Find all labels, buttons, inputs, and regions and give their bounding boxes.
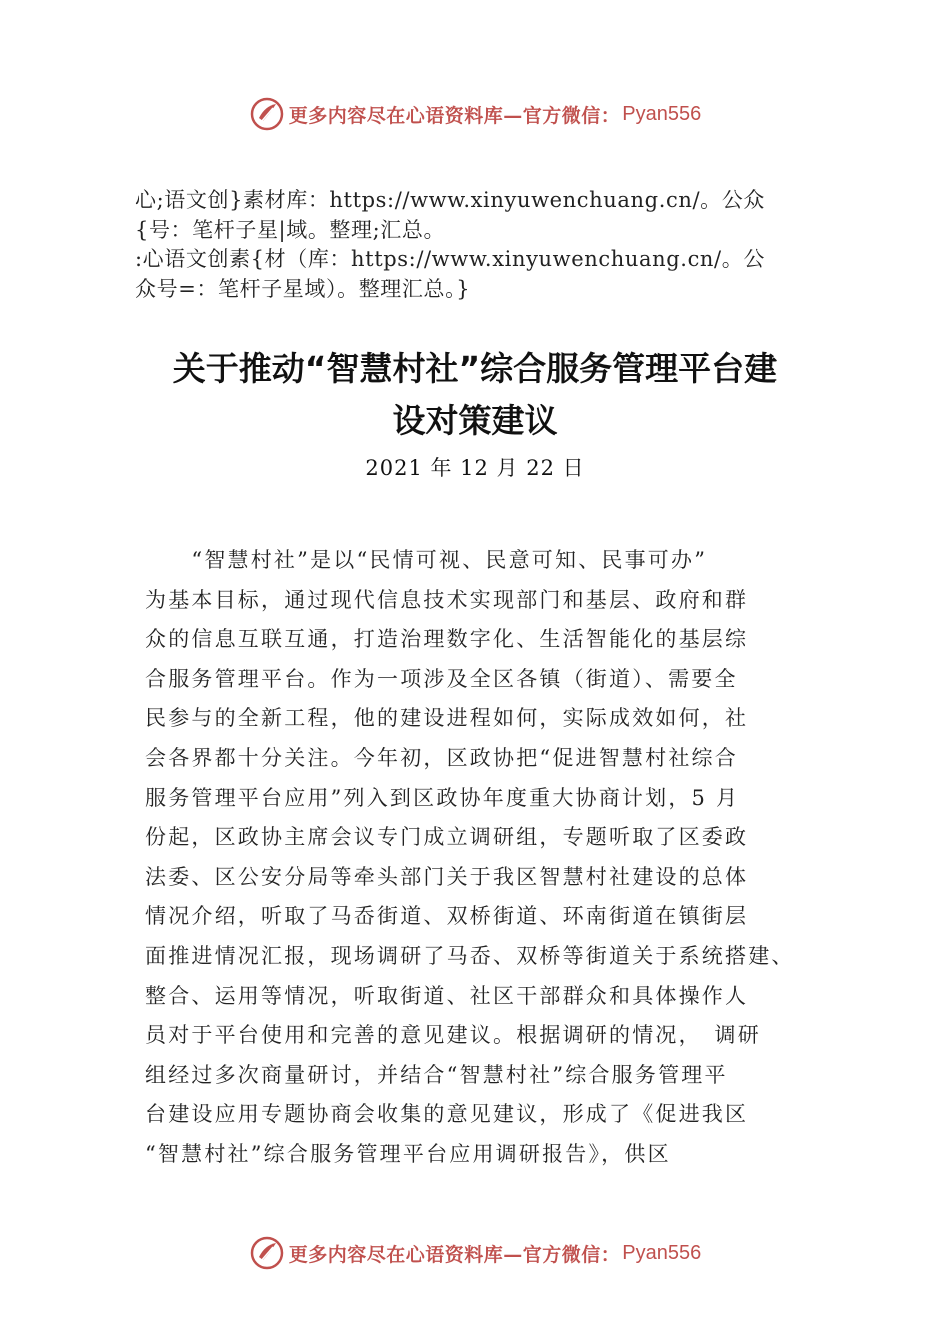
title-line: 关于推动“智慧村社”综合服务管理平台建 [172,349,778,388]
body-line: 民参与的全新工程，他的建设进程如何，实际成效如何，社 [145,706,749,731]
title-line: 设对策建议 [392,401,558,440]
banner-wechat-id: Pyan556 [622,102,702,125]
body-line: 法委、区公安分局等牵头部门关于我区智慧村社建设的总体 [145,864,749,889]
banner-text: 更多内容尽在心语资料库—官方微信： [288,1243,621,1266]
source-notice-line: {号：笔杆子星|域。整理;汇总。 [135,217,446,242]
body-line: 台建设应用专题协商会收集的意见建议，形成了《促进我区 [145,1102,749,1127]
source-notice-line: 众号=：笔杆子星域）。整理汇总。} [135,276,471,301]
banner-wechat-id: Pyan556 [622,1241,702,1264]
body-line: 众的信息互联互通，打造治理数字化、生活智能化的基层综 [145,627,749,652]
body-line: 会各界都十分关注。今年初，区政协把“促进智慧村社综合 [145,745,738,770]
source-notice-line: 心;语文创}素材库：https://www.xinyuwenchuang.cn/。公众 [135,188,765,212]
body-line: 服务管理平台应用”列入到区政协年度重大协商计划，5 月 [145,785,740,810]
logo-icon [249,1235,285,1271]
body-line: 员对于平台使用和完善的意见建议。根据调研的情况， 调研 [145,1023,761,1048]
logo-icon [249,96,285,132]
body-line: 为基本目标，通过现代信息技术实现部门和基层、政府和群 [145,587,749,612]
document-date: 2021 年 12 月 22 日 [365,456,585,480]
source-notice-line: :心语文创素{材（库：https://www.xinyuwenchuang.cn/。公 [135,247,765,271]
body-line: 份起，区政协主席会议专门成立调研组，专题听取了区委政 [145,825,749,850]
source-notice [135,186,835,304]
body-line: 组经过多次商量研讨，并结合“智慧村社”综合服务管理平 [145,1062,728,1087]
document-title [100,343,850,447]
body-paragraph [145,541,865,1175]
body-line: “智慧村社”综合服务管理平台应用调研报告》，供区 [145,1141,671,1166]
body-line: 整合、运用等情况，听取街道、社区干部群众和具体操作人 [145,983,749,1008]
header-banner [0,94,950,134]
body-line: “智慧村社”是以“民情可视、民意可知、民事可办” [145,548,708,572]
banner-text: 更多内容尽在心语资料库—官方微信： [288,104,621,127]
footer-banner [0,1233,950,1273]
body-line: 情况介绍，听取了马岙街道、双桥街道、环南街道在镇街层 [145,904,749,929]
body-line: 面推进情况汇报，现场调研了马岙、双桥等街道关于系统搭建、 [145,943,795,968]
body-line: 合服务管理平台。作为一项涉及全区各镇（街道）、需要全 [145,666,738,691]
